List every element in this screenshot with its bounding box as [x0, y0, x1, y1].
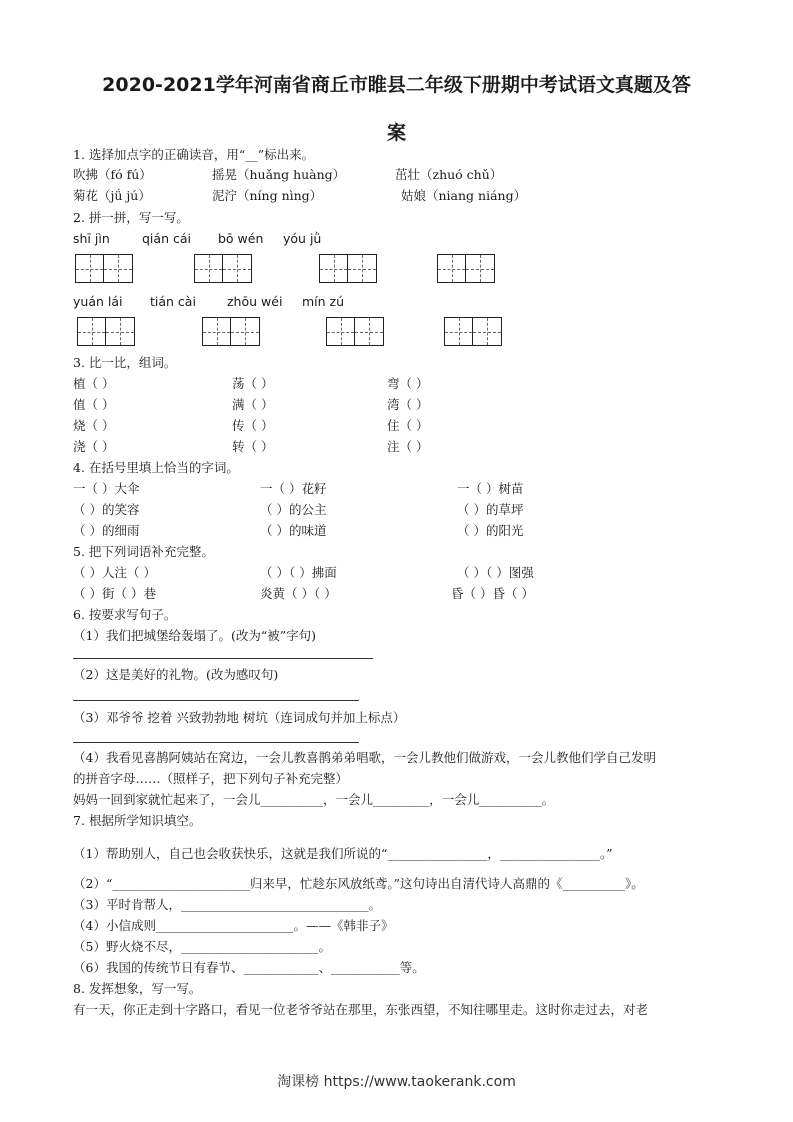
q3-item: 弯（ ） [387, 376, 429, 391]
q1-item: 吹拂（fó fú） [73, 167, 152, 182]
q1-item: 姑娘（niang niáng） [401, 188, 527, 203]
pinyin-label: yóu jǜ [283, 231, 322, 246]
q4-item: （ ）的笑容 [73, 502, 140, 517]
q3-item: 荡（ ） [232, 376, 274, 391]
question-2-heading: 2. 拼一拼，写一写。 [73, 210, 189, 225]
q1-item: 摇晃（huǎng huàng） [212, 167, 346, 182]
q7-item-2: （2）“______________________归来早，忙趁东风放纸鸢。”这句诗出自清代诗人高鼎的《__________》。 [73, 876, 644, 891]
question-3-heading: 3. 比一比，组词。 [73, 355, 177, 370]
q7-item-4: （4）小信成则______________________。——《韩非子》 [73, 918, 394, 933]
q3-item: 注（ ） [387, 439, 429, 454]
page-title: 2020-2021学年河南省商丘市睢县二年级下册期中考试语文真题及答 [102, 74, 691, 96]
pinyin-label: mín zú [302, 294, 345, 309]
q8-body: 有一天，你正走到十字路口，看见一位老爷爷站在那里，东张西望，不知往哪里走。这时你走过去，对老 [73, 1002, 649, 1017]
writing-grid[interactable] [444, 317, 502, 346]
q4-item: （ ）的公主 [260, 502, 327, 517]
question-1-heading: 1. 选择加点字的正确读音，用“__”标出来。 [73, 147, 315, 162]
writing-grid[interactable] [77, 317, 135, 346]
q7-item-1: （1）帮助别人，自己也会收获快乐，这就是我们所说的“________________，________________。” [73, 846, 613, 861]
writing-grid[interactable] [319, 254, 377, 283]
q3-item: 浇（ ） [73, 439, 115, 454]
writing-grid[interactable] [202, 317, 260, 346]
q7-item-5: （5）野火烧不尽，______________________。 [73, 939, 331, 954]
pinyin-label: tián cài [150, 294, 196, 309]
question-8-heading: 8. 发挥想象，写一写。 [73, 981, 202, 996]
q4-item: （ ）的阳光 [457, 523, 524, 538]
writing-grid[interactable] [194, 254, 252, 283]
pinyin-label: shī jìn [73, 231, 110, 246]
pinyin-label: bō wén [218, 231, 264, 246]
q6-sentence-4-fill: 妈妈一回到家就忙起来了，一会儿__________，一会儿_________，一会儿__________。 [73, 792, 555, 807]
q1-item: 菊花（jǘ jú） [73, 188, 151, 203]
q6-sentence-2: （2）这是美好的礼物。(改为感叹句) [73, 667, 279, 682]
q4-item: 一（ ）大伞 [73, 481, 140, 496]
q4-item: 一（ ）树苗 [457, 481, 524, 496]
q5-item: （ ）（ ）拂面 [260, 565, 337, 580]
answer-line[interactable] [73, 742, 359, 743]
q7-item-3: （3）平时肯帮人，______________________________。 [73, 897, 381, 912]
q6-sentence-4-cont: 的拼音字母……（照样子，把下列句子补充完整） [73, 771, 349, 786]
q3-item: 住（ ） [387, 418, 429, 433]
q1-item: 茁壮（zhuó chǔ） [395, 167, 503, 182]
q3-item: 烧（ ） [73, 418, 115, 433]
q5-item: （ ）街（ ）巷 [73, 586, 156, 601]
q7-item-6: （6）我国的传统节日有春节、____________、___________等。 [73, 960, 425, 975]
pinyin-label: zhōu wéi [227, 294, 283, 309]
question-4-heading: 4. 在括号里填上恰当的字词。 [73, 460, 239, 475]
q5-item: 昏（ ）昏（ ） [451, 586, 534, 601]
q3-item: 满（ ） [232, 397, 274, 412]
q5-item: （ ）（ ）图强 [457, 565, 534, 580]
writing-grid[interactable] [326, 317, 384, 346]
q6-sentence-4: （4）我看见喜鹊阿姨站在窝边，一会儿教喜鹊弟弟唱歌，一会儿教他们做游戏，一会儿教他们学自己发明 [73, 750, 656, 765]
question-6-heading: 6. 按要求写句子。 [73, 607, 177, 622]
q6-sentence-1: （1）我们把城堡给轰塌了。(改为“被”字句) [73, 628, 316, 643]
q3-item: 植（ ） [73, 376, 115, 391]
pinyin-label: yuán lái [73, 294, 123, 309]
q3-item: 值（ ） [73, 397, 115, 412]
footer-watermark: 淘课榜 https://www.taokerank.com [277, 1074, 516, 1090]
question-7-heading: 7. 根据所学知识填空。 [73, 813, 202, 828]
q4-item: （ ）的草坪 [457, 502, 524, 517]
q3-item: 转（ ） [232, 439, 274, 454]
writing-grid[interactable] [437, 254, 495, 283]
q4-item: （ ）的细雨 [73, 523, 140, 538]
pinyin-label: qián cái [142, 231, 191, 246]
q5-item: 炎黄（ ）（ ） [260, 586, 337, 601]
page-title-cont: 案 [386, 122, 406, 144]
q6-sentence-3: （3）邓爷爷 挖着 兴致勃勃地 树坑（连词成句并加上标点） [73, 710, 406, 725]
q3-item: 传（ ） [232, 418, 274, 433]
q1-item: 泥泞（níng nìng） [212, 188, 323, 203]
answer-line[interactable] [73, 700, 359, 701]
q3-item: 湾（ ） [387, 397, 429, 412]
q5-item: （ ）人注（ ） [73, 565, 156, 580]
q4-item: （ ）的味道 [260, 523, 327, 538]
question-5-heading: 5. 把下列词语补充完整。 [73, 544, 214, 559]
q4-item: 一（ ）花籽 [260, 481, 327, 496]
answer-line[interactable] [73, 658, 373, 659]
writing-grid[interactable] [75, 254, 133, 283]
